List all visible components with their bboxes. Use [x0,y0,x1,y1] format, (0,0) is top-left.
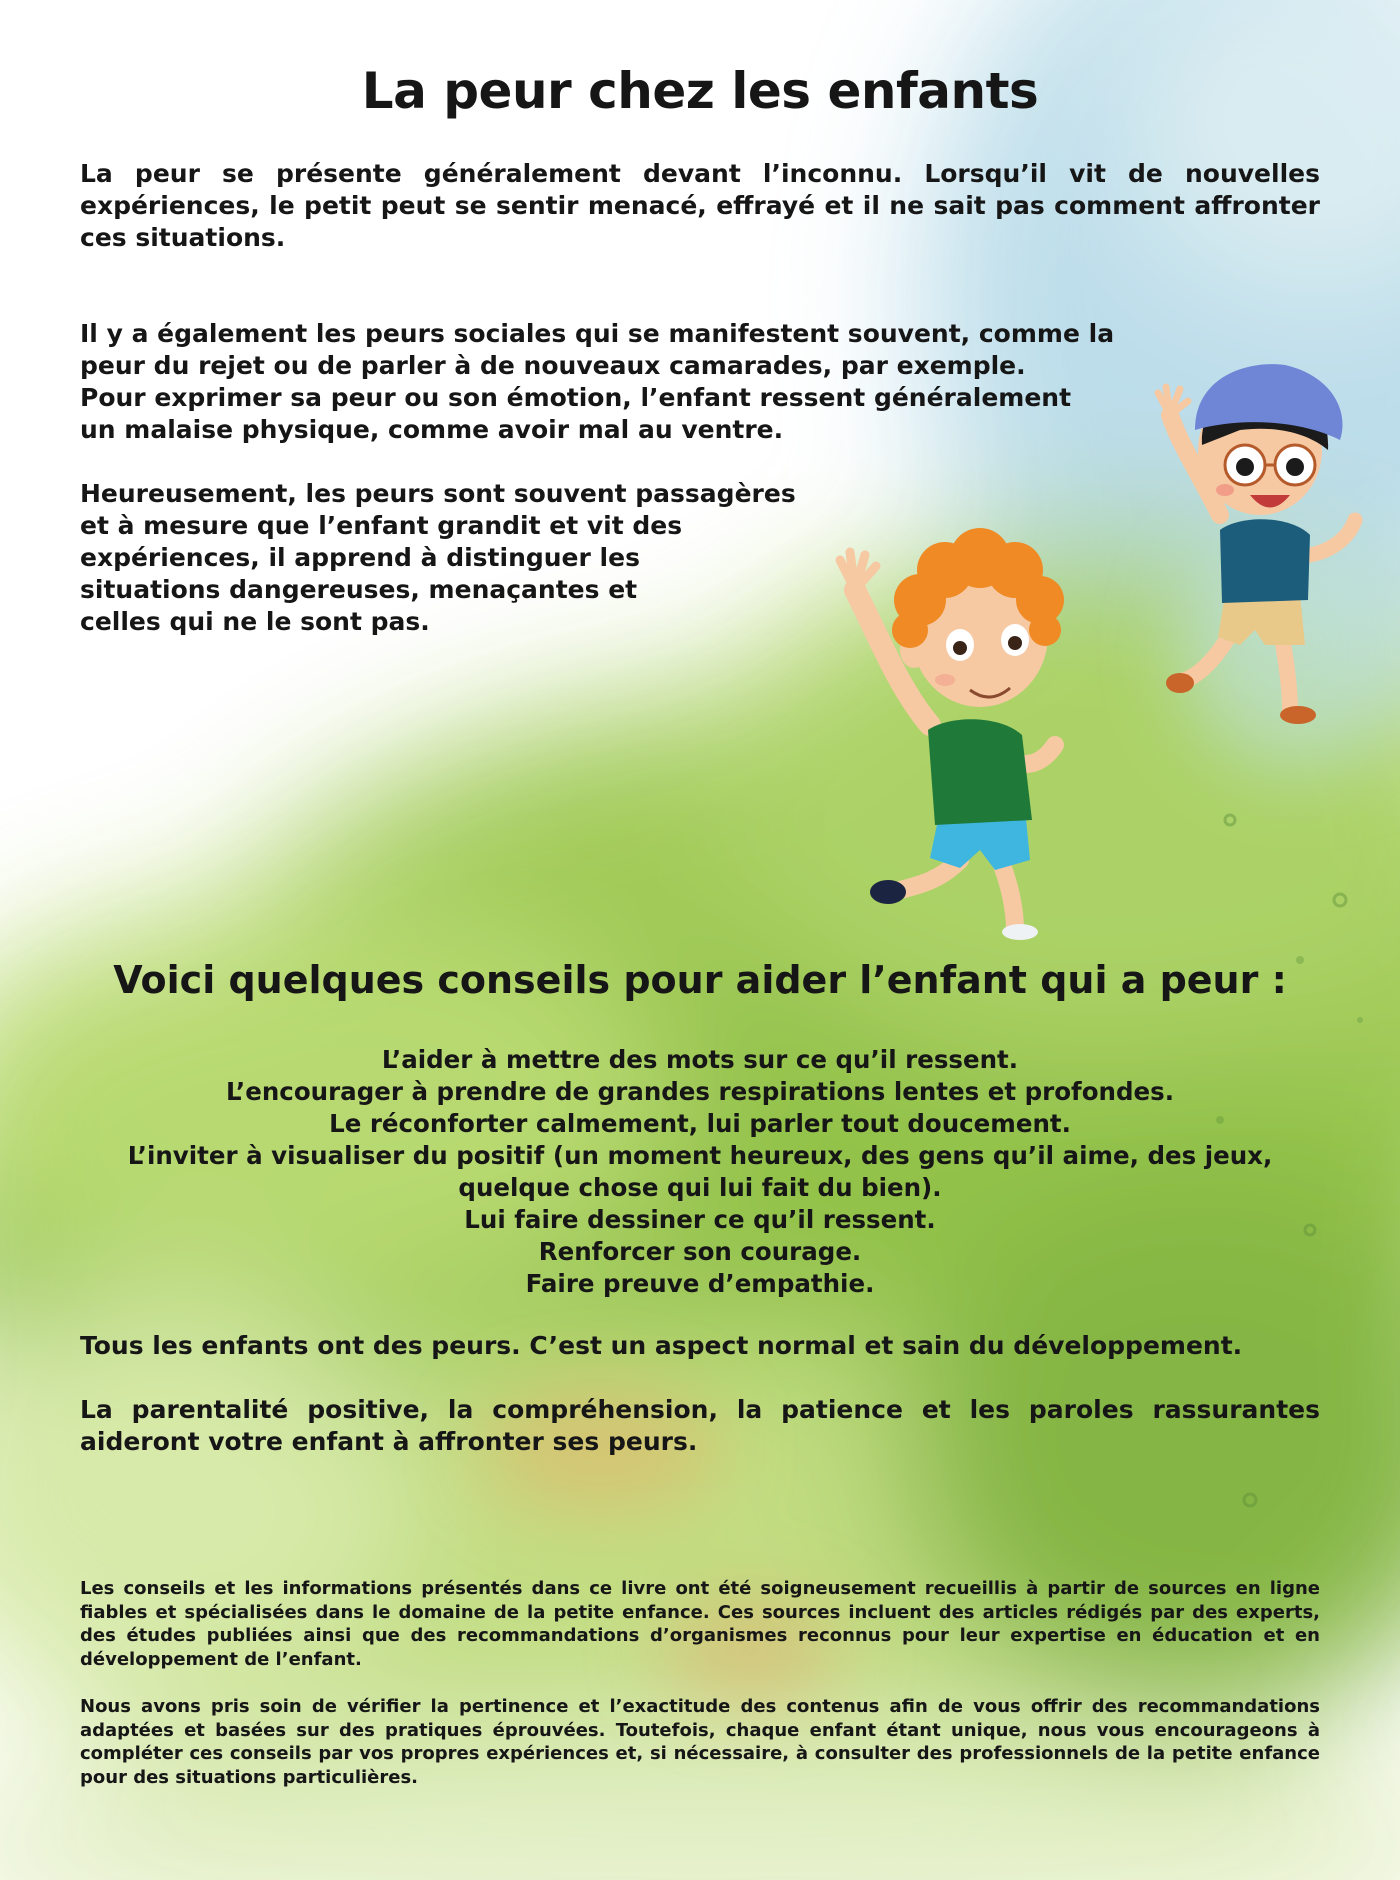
passing-line: celles qui ne le sont pas. [80,607,430,636]
tip-item: Le réconforter calmement, lui parler tout doucement. [329,1109,1071,1138]
sources-disclaimer: Les conseils et les informations présentés dans ce livre ont été soigneusement recueillis à partir de sources en ligne fiables et spécialisées dans le domaine de la petite enfance. Ces sources incluent des articles rédigés par des experts, des études publiées ainsi que des recommandations d’organismes reconnus pour leur expertise en éducation et en développement de l’enfant. [80,1578,1320,1670]
tip-item: L’inviter à visualiser du positif (un moment heureux, des gens qu’il aime, des jeux, quelque chose qui lui fait du bien). [127,1141,1273,1202]
page-title: La peur chez les enfants [361,62,1039,120]
passing-line: Heureusement, les peurs sont souvent passagères [80,479,796,508]
verification-disclaimer: Nous avons pris soin de vérifier la pertinence et l’exactitude des contenus afin de vous offrir des recommandations adaptées et basées sur des pratiques éprouvées. Toutefois, chaque enfant étant unique, nous vous encourageons à compléter ces conseils par vos propres expériences et, si nécessaire, à consulter des professionnels de la petite enfance pour des situations particulières. [80,1696,1320,1788]
social-fears-paragraph [80,318,1160,446]
social-line: Il y a également les peurs sociales qui se manifestent souvent, comme la [80,319,1115,348]
passing-line: situations dangereuses, menaçantes et [80,575,638,604]
passing-line: et à mesure que l’enfant grandit et vit des [80,511,683,540]
social-line: un malaise physique, comme avoir mal au ventre. [80,415,784,444]
tip-item: Lui faire dessiner ce qu’il ressent. [464,1205,936,1234]
tip-item: L’encourager à prendre de grandes respirations lentes et profondes. [225,1077,1175,1106]
tip-item: Renforcer son courage. [538,1237,862,1266]
normal-fears-statement: Tous les enfants ont des peurs. C’est un aspect normal et sain du développement. [80,1331,1243,1360]
intro-paragraph: La peur se présente généralement devant l’inconnu. Lorsqu’il vit de nouvelles expériences, le petit peut se sentir menacé, effrayé et il ne sait pas comment affronter ces situations. [80,159,1320,252]
tip-item: L’aider à mettre des mots sur ce qu’il ressent. [381,1045,1019,1074]
tips-heading: Voici quelques conseils pour aider l’enfant qui a peur : [113,958,1287,1002]
passing-fears-paragraph [80,478,820,638]
tips-list [80,1044,1320,1300]
tip-item: Faire preuve d’empathie. [525,1269,875,1298]
passing-line: expériences, il apprend à distinguer les [80,543,640,572]
social-line: Pour exprimer sa peur ou son émotion, l’enfant ressent généralement [80,383,1072,412]
positive-parenting-statement: La parentalité positive, la compréhension, la patience et les paroles rassurantes aideront votre enfant à affronter ses peurs. [80,1395,1320,1456]
social-line: peur du rejet ou de parler à de nouveaux camarades, par exemple. [80,351,1026,380]
